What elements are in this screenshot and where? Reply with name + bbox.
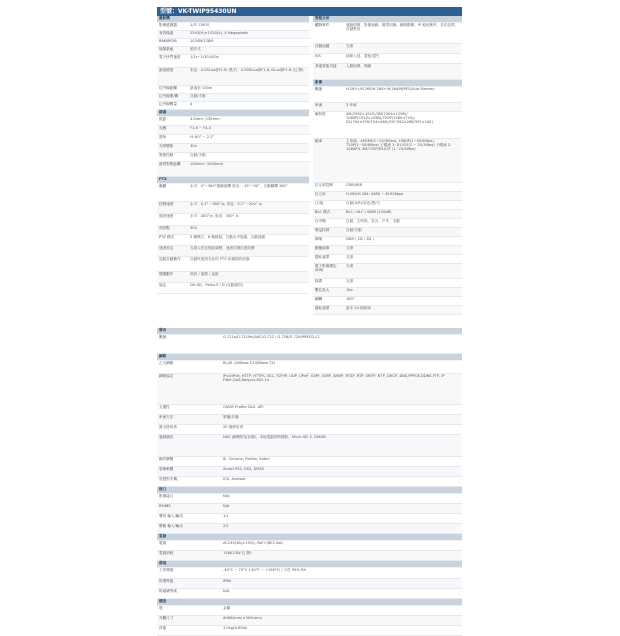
spec-row [157,153,309,162]
spec-label: 對焦控制 [159,153,174,157]
spec-label: 預設點 [157,226,189,234]
spec-value: 180° [346,297,355,301]
spec-row [157,257,309,272]
spec-row [157,31,309,39]
spec-row [157,335,462,354]
spec-value: 自動/手動 [189,94,309,101]
spec-label: 隱私遮罩 [313,306,345,314]
spec-value: 16x [345,288,462,296]
spec-value: 自動，主時段，室內，戶外，手動 [346,219,400,223]
spec-value: 水平：400°/s; 垂直：300° /s [190,214,239,218]
spec-label: 電子快門速度 [159,55,181,59]
spec-label: 日/夜 [315,201,324,205]
spec-value: RJ-45 (10Base-T/100Base-TX) [223,361,276,365]
section-rows [313,23,462,80]
spec-label: 殼 [159,606,163,610]
spec-value: 最遠至 100m [190,86,213,90]
spec-label: 電源消耗 [157,551,222,560]
spec-row [157,606,462,616]
spec-value: H: 60° ~ 2.2° [190,135,215,139]
spec-column-right [313,16,462,315]
spec-label: 外觀尺寸 [157,616,222,625]
spec-row [313,219,462,228]
spec-row [313,139,462,183]
spec-label: 降噪 [315,237,323,241]
spec-row [313,103,462,112]
spec-label: 數位放大 [313,288,345,296]
spec-label: 協定 [159,283,167,287]
spec-row [157,226,309,235]
spec-label: 光圈 [157,126,189,134]
spec-value: 2/1 [222,524,462,533]
spec-label: IVS [315,54,321,58]
spec-label: PTZ 模式 [159,235,175,239]
spec-row [157,94,309,102]
spec-row [157,504,462,514]
spec-column-left [157,16,309,294]
spec-row [157,457,462,467]
spec-label: 互通性 [159,405,170,409]
spec-value: 20 個使用者 [223,425,244,429]
spec-column-bottom [157,328,462,636]
spec-label: 紅外線數量 [159,102,177,106]
spec-value: H.265/H.264: 448K ~ 8192Kbps [345,192,462,200]
spec-label: RS485 [157,504,222,513]
spec-label: 動態偵測 [313,246,345,254]
spec-value: G.711a/G.711Mu/AAC/G.722 / G.726/G.729/MPEG2-L2 [223,335,320,339]
spec-row [313,228,462,237]
spec-row [313,264,462,279]
spec-label: 警報 輸入/輸出 [157,524,222,533]
spec-value: BLC / HLC / WDR (120dB) [345,210,462,218]
spec-value: 絆線入侵，遺留/遺失 [346,54,380,58]
spec-value: 彩色：0.05Lux@F1.6; 黑/白：0.005Lux@F1.6; 0Lux@F1.6 (紅 開) [189,68,309,85]
spec-label: 有效像素 [157,31,189,38]
spec-row [157,214,309,226]
spec-row [157,235,309,246]
spec-row [157,551,462,561]
section-rows [157,541,462,561]
spec-label: 乙太網路 [159,361,174,365]
spec-row [313,64,462,80]
spec-row [157,435,462,457]
section-rows [157,494,462,534]
spec-value: 100mm~1000mm [189,162,309,176]
spec-label: 壓縮 [315,87,323,91]
section-header: 接口 [157,487,462,494]
spec-value: AC24V/3A(±10%), PoE+(802.3at) [223,541,284,545]
spec-row [313,201,462,210]
spec-row [313,306,462,315]
spec-row [313,246,462,255]
spec-label: 視角 [159,135,167,139]
spec-value: 4M(2592×1520)/3M(2304×1296)/ 1080P(1920×1080)/720P(1280×720)/ D1(704×576/704×480)/CIF(352×288/352×240) [346,112,433,125]
spec-label: 速度設定 [157,246,189,256]
spec-label: BLC 模式 [313,210,345,218]
spec-row [157,494,462,504]
spec-value: 13W(23W 紅 開) [222,551,462,560]
spec-label: 網路協定 [157,374,222,404]
spec-value: 水平：0.1° ~300°/s; 垂直：0.1° ~200° /s [189,202,309,213]
spec-row [157,568,462,579]
spec-row [157,541,462,551]
spec-value: CBR/VBR [346,183,363,187]
spec-row [157,68,309,86]
spec-row [157,102,309,110]
spec-value: 1/3" CMOS [190,23,210,27]
spec-label: 增益控制 [313,228,345,236]
spec-value: 水平：0°~360°連續旋轉 垂直：-15°~90°，自動翻轉 180° [190,184,288,188]
spec-row [313,87,462,103]
spec-label: 位元率控制 [315,183,333,187]
spec-row [313,297,462,306]
spec-value: -40°C ~ 70°C (-40°F ~ +158°F) / 少於 95% RH [223,568,307,572]
spec-row [157,86,309,94]
spec-label: 預設速度 [159,214,174,218]
spec-row [157,144,309,153]
spec-label: 位元率 [313,192,345,200]
spec-label: 影像接口 [159,494,174,498]
section-rows [157,568,462,599]
spec-value: 支援 [346,279,354,283]
section-rows [157,184,309,294]
spec-value: 30x [189,144,309,152]
spec-label: 電子影像穩定(EIS) [313,264,345,278]
spec-row [313,44,462,54]
spec-value: 自動恢復到先前的 PTZ 和鏡頭的狀態 [190,257,250,261]
spec-value: NAS (網路附加存儲)，本地電腦即時錄影，Micro SD 卡 256GB [222,435,462,456]
section-rows [313,87,462,315]
spec-label: 網頁瀏覽 [159,457,174,461]
spec-value: 人臉偵測，熱圖 [345,64,462,79]
spec-row [313,255,462,264]
section-header: 構造 [157,599,462,606]
spec-row [157,374,462,405]
spec-value: DNR ( 2D / 3D ) [346,237,374,241]
spec-label: 壓縮 [159,335,167,339]
spec-row [313,279,462,288]
spec-row [157,579,462,589]
spec-value: IE, Chrome, Firefox, Safari [223,457,270,461]
section-rows [157,361,462,487]
spec-value: 最多 24 個區域 [345,306,462,314]
spec-value: 單播/多播 [222,415,462,424]
spec-value: 自動/手動 [190,153,206,157]
section-header: PTZ [157,177,309,184]
spec-row [157,467,462,477]
spec-value: 自動(ICR)/彩色/黑/白 [346,201,381,205]
spec-row [313,192,462,201]
spec-value: H.265+/H.265/H.264+/H.264/MJPEG(Sub Stream) [346,87,435,91]
section-rows [157,335,462,354]
spec-row [157,425,462,435]
spec-label: 解析度 [315,112,326,116]
spec-value: N/A [222,504,462,513]
spec-row [157,39,309,47]
spec-value: Φ186(mm)×309(mm) [222,616,462,625]
spec-value: 4 [190,102,193,106]
spec-value: 3 串流 [345,103,462,111]
spec-row [313,210,462,219]
spec-label: 控制速度 [157,202,189,213]
spec-value: 主串流：4M/3M(1~25/30fps), 1080P(1~50/60fps), 720P(1~50/60fps) 子碼流 1: D1/CIF(1 ~ 25/30fps) 子碼流 2: 1080P/1.3M/720P/D1/CIF (1~25/30fps) [345,139,462,182]
spec-label: 紅外線開/關 [157,94,189,101]
spec-row [157,23,309,31]
spec-value: 2592(H)×1520(V), 4 Megapixels [189,31,309,38]
spec-label: 淨重 [159,626,167,630]
spec-label: 防護等級 [157,579,222,588]
spec-label: 觸發事件 [315,23,330,27]
spec-row [313,23,462,44]
spec-row [157,55,309,68]
spec-label: 管理軟體 [157,467,222,476]
spec-value: IPv4/IPv6, HTTP, HTTPS, SSL, TCP/IP, UDP, UPnP, ICMP, IGMP, SNMP, RTSP, RTP, SMTP, NTP, DHCP, DNS,PPPOE,DDNS,FTP, IP Filter,QoS,Bonjour,802.1x [222,374,462,404]
spec-label: 影像感測器 [159,23,177,27]
section-header: 聲音 [157,328,462,335]
spec-value: 支援 [345,44,462,53]
section-header: 電源 [157,534,462,541]
model-title-bar: 型號：VK-TWIP95430UN [157,7,462,16]
spec-row [157,589,462,599]
spec-label: 掃描系統 [157,47,189,54]
spec-label: 白平衡 [315,219,326,223]
section-header: 鏡頭 [157,110,309,117]
spec-label: 防破壞等級 [159,589,177,593]
spec-label: 範圍 [159,184,167,188]
spec-row [157,514,462,524]
spec-row [157,405,462,415]
spec-label: 紅外線距離 [159,86,177,90]
spec-value: 1024M/128M [190,39,214,43]
spec-label: 翻轉 [315,297,323,301]
spec-row [157,135,309,144]
spec-row [157,524,462,534]
spec-label: 焦距 [159,117,167,121]
section-rows [157,23,309,110]
spec-row [157,246,309,257]
spec-label: 工作環境 [159,568,174,572]
spec-value: IOS, Android [223,477,246,481]
spec-label: 巡航自動動作 [159,257,181,261]
spec-value: F1.6 ~ F4.4 [189,126,309,134]
spec-value: 1/1 [223,514,229,518]
spec-row [157,361,462,374]
spec-row [157,283,309,294]
spec-value: 5 種模式，8 種線掃，自動水平掃描，自動掃描 [190,235,266,239]
section-header: 影像 [313,80,462,87]
spec-value: 金屬 [223,606,231,610]
spec-label: 其他智能功能 [313,64,345,79]
spec-value: 支援 [345,246,462,254]
spec-label: 電源 [159,541,167,545]
spec-value: 自動/手動 [345,228,462,236]
spec-value: DH-SD，Pelco-P / D (自動識別) [190,283,243,287]
section-header: 網路 [157,354,462,361]
spec-row [157,272,309,283]
spec-row [157,162,309,177]
spec-label: 自動追蹤 [313,44,345,53]
spec-value: 300 [189,226,309,234]
spec-label: 幀率 [313,139,345,182]
spec-value: N/A [223,494,230,498]
spec-row [157,126,309,135]
spec-row [157,117,309,126]
spec-label: 邊緣儲存 [157,435,222,456]
section-header: 環境 [157,561,462,568]
spec-row [157,202,309,214]
spec-row [157,415,462,425]
spec-value: 支援 [346,255,354,259]
spec-label: 串流方法 [157,415,222,424]
spec-label: 最短對焦距離 [157,162,189,176]
spec-label: 除霧 [315,279,323,283]
section-rows [157,117,309,177]
section-header: 智能分析 [313,16,462,23]
spec-label: 聲音 輸入/輸出 [159,514,183,518]
spec-value: N/A [223,589,230,593]
spec-label: RAM/ROM [159,39,177,43]
spec-value: 1/1s~1/30,000s [190,55,219,59]
spec-value: 預設 / 掃描 / 巡航 [189,272,309,282]
spec-row [313,183,462,192]
spec-label: 閒置動作 [157,272,189,282]
spec-value: IP66 [222,579,462,588]
spec-value: 3.9kg(8.60lb) [223,626,248,630]
spec-row [313,237,462,246]
spec-label: 智慧型手機 [159,477,177,481]
spec-value: 循序式 [189,47,309,54]
spec-value: 支援 [345,264,462,278]
spec-label: 最大使用者 [159,425,177,429]
spec-value: Smart PSS, DSS, DMSS [222,467,462,476]
spec-row [157,47,309,55]
spec-label: 隱私遮罩 [315,255,330,259]
spec-value: 4.5mm~135mm [190,117,220,121]
spec-row [157,184,309,202]
spec-label: 光學變焦 [157,144,189,152]
spec-value: ONVIF Profile S&G, API [223,405,264,409]
section-rows [157,606,462,636]
spec-label: 串流 [313,103,345,111]
spec-row [313,112,462,139]
spec-row [157,477,462,487]
spec-value: 運動偵測、影像遮蔽、場景切換、網路斷開、IP 地址衝突、非法訪問、存儲異常 [346,23,459,32]
section-header: 攝影機 [157,16,309,23]
spec-row [313,288,462,297]
spec-value: 支援人性化焦距調整，速度依據匹配改變 [189,246,309,256]
spec-row [157,616,462,626]
spec-row [157,626,462,636]
spec-label: 最低照度 [157,68,189,85]
spec-row [313,54,462,64]
